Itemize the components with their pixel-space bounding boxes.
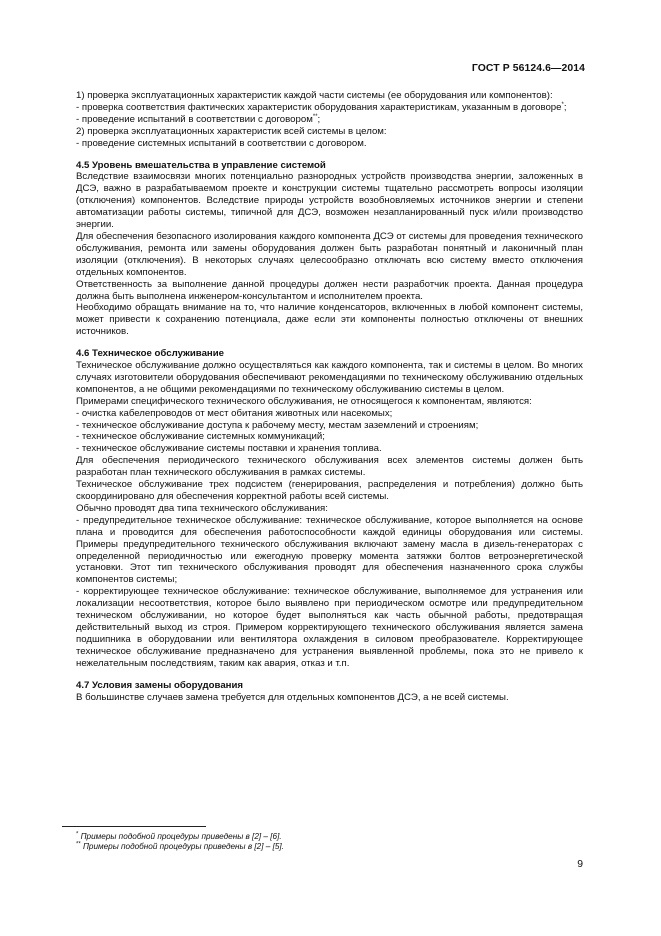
list-item-preventive: - предупредительное техническое обслуживание: техническое обслуживание, которое выполняется на основе плана и проводится для обеспечения работоспособности каждой единицы оборудования или системы. Примеры предупредительного технического обслуживания включают замену масла в дизель-генераторах с определенной периодичностью или ежегодную проверку момента затяжки болтов ветроэнергетической установки. Этот тип технического обслуживания проводят для обеспечения назначенного срока службы компонентов системы; <box>76 514 583 586</box>
footnote-mark: * <box>76 831 79 838</box>
page-number: 9 <box>577 859 583 870</box>
paragraph: Обычно проводят два типа технического обслуживания: <box>76 502 328 514</box>
footnote-ref: ** <box>312 113 318 120</box>
list-item: - техническое обслуживание доступа к рабочему месту, местам заземлений и строениям; <box>76 419 479 431</box>
list-item-punct: ; <box>317 113 321 125</box>
list-item: - техническое обслуживание системных коммуникаций; <box>76 431 325 443</box>
paragraph: Для обеспечения периодического технического обслуживания всех элементов системы должен быть разработан план технического обслуживания в рамках системы. <box>76 455 583 479</box>
list-item-tests-contract <box>76 114 583 126</box>
section-heading-4-7: 4.7 Условия замены оборудования <box>76 679 244 691</box>
footnote-divider <box>62 826 206 827</box>
list-item: - очистка кабелепроводов от мест обитания животных или насекомых; <box>76 407 393 419</box>
paragraph: Техническое обслуживание трех подсистем (генерирования, распределения и потребления) должно быть скоординировано для обеспечения корректной работы всей системы. <box>76 479 583 502</box>
footnote-item <box>76 842 576 852</box>
paragraph: Ответственность за выполнение данной процедуры должен нести разработчик проекта. Данная процедура должна быть выполнена инженером-консультантом и исполнителем проекта. <box>76 278 583 302</box>
list-item: - техническое обслуживание системы поставки и хранения топлива. <box>76 443 382 455</box>
list-item-system-tests: - проведение системных испытаний в соответствии с договором. <box>76 137 367 149</box>
footnote-mark: ** <box>76 841 81 848</box>
paragraph: Примерами специфического технического обслуживания, не относящегося к компонентам, являются: <box>76 395 532 407</box>
list-item-check-contract <box>76 102 583 114</box>
paragraph: Необходимо обращать внимание на то, что наличие конденсаторов, включенных в любой компонент системы, может привести к сохранению потенциала, даже если эти компоненты полностью отключены от внешних источников. <box>76 302 583 338</box>
document-code-header: ГОСТ Р 56124.6—2014 <box>471 63 585 74</box>
list-item-corrective: - корректирующее техническое обслуживание: техническое обслуживание, выполняемое для устранения или локализации несоответствия, которое было выявлено при периодическом осмотре или предупредительном техническом обслуживании, но которое будет выполняться как часть обычной работы, предотвращая действительный выход из строя. Примером корректирующего технического обслуживания является замена подшипника в оборудовании или вентилятора охлаждения в силовом преобразователе. Корректирующее техническое обслуживание предназначено для устранения выявленной проблемы, пока это не привело к нежелательным последствиям, таким как авария, отказ и т.п. <box>76 586 583 669</box>
document-body <box>76 90 583 703</box>
footnote-text: Примеры подобной процедуры приведены в [2] – [5]. <box>82 842 284 851</box>
list-item-punct: ; <box>563 101 567 113</box>
list-item-check-system: 2) проверка эксплуатационных характеристик всей системы в целом: <box>76 125 387 137</box>
footnote-item <box>76 832 576 842</box>
section-heading-4-6: 4.6 Техническое обслуживание <box>76 348 225 360</box>
list-item-text: - проверка соответствия фактических характеристик оборудования характеристикам, указанным в договоре <box>76 101 562 113</box>
paragraph: Вследствие взаимосвязи многих потенциально разнородных устройств производства энергии, заложенных в ДСЭ, важно в разрабатываемом проекте и конструкции системы тщательно рассмотреть вопросы изоляции (отключения) компонентов. Вследствие природы устройств возобновляемых источников энергии и степени автоматизации работы системы, типичной для ДСЭ, возможен незапланированный пуск и/или производство энергии. <box>76 171 583 231</box>
list-item-text: - проведение испытаний в соответствии с договором <box>76 113 313 125</box>
footnote-ref: * <box>561 101 564 108</box>
paragraph: Для обеспечения безопасного изолирования каждого компонента ДСЭ от системы для проведения технического обслуживания, ремонта или замены оборудования должен быть разработан понятный и лаконичный план изоляции (отключения). В некоторых случаях целесообразно отключать всю систему вместо отключения отдельных компонентов. <box>76 230 583 278</box>
footnotes <box>76 832 576 852</box>
footnote-text: Примеры подобной процедуры приведены в [2] – [6]. <box>80 832 282 841</box>
paragraph: В большинстве случаев замена требуется для отдельных компонентов ДСЭ, а не всей системы. <box>76 691 509 703</box>
paragraph: Техническое обслуживание должно осуществляться как каждого компонента, так и системы в целом. Во многих случаях изготовители оборудования обеспечивают рекомендациями по техническому обслуживанию отдельных компонентов, а не общими рекомендациями по техническому обслуживанию системы в целом. <box>76 360 583 395</box>
list-item-check-parts: 1) проверка эксплуатационных характеристик каждой части системы (ее оборудования или компонентов): <box>76 90 553 101</box>
section-heading-4-5: 4.5 Уровень вмешательства в управление системой <box>76 159 326 171</box>
